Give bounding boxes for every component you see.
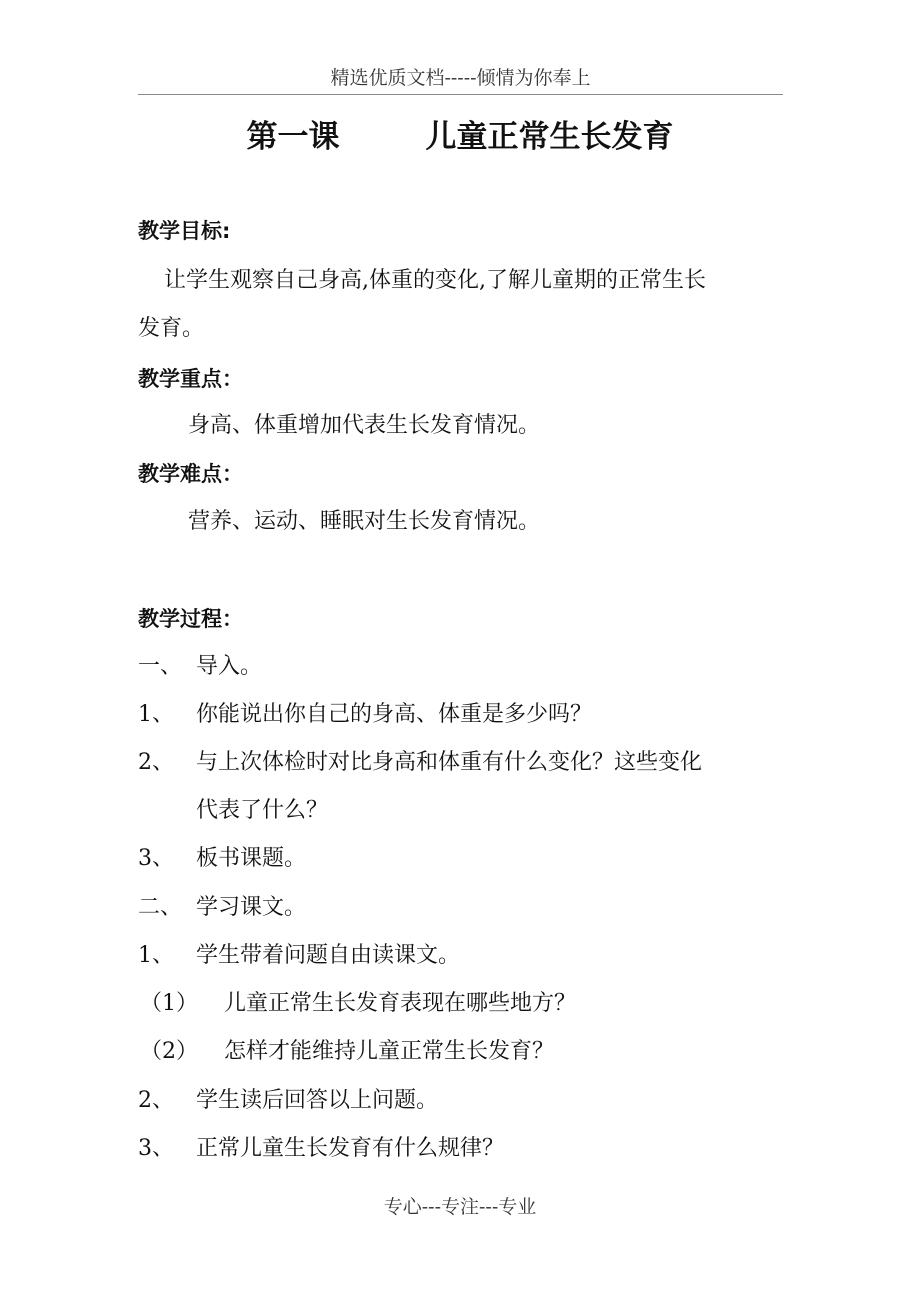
item-text: 学生带着问题自由读课文。	[196, 943, 461, 968]
list-item	[138, 700, 592, 730]
sub-item-number: （2）	[140, 1039, 198, 1064]
item-text: 板书课题。	[196, 846, 307, 871]
item-text: 你能说出你自己的身高、体重是多少吗？	[196, 702, 593, 727]
item-number: 1、	[138, 702, 174, 727]
item-text: 与上次体检时对比身高和体重有什么变化？这些变化	[196, 750, 703, 775]
sub-list-item	[140, 1037, 554, 1067]
lesson-title	[0, 112, 920, 162]
list-item	[138, 941, 460, 971]
item-number: 3、	[138, 846, 174, 871]
item-text-continued: 代表了什么？	[196, 798, 329, 823]
section-text: 导入。	[196, 654, 263, 679]
list-item	[138, 1134, 504, 1164]
list-item	[138, 1086, 438, 1116]
objectives-text-line2: 发育。	[138, 316, 205, 341]
difficulties-text: 营养、运动、睡眠对生长发育情况。	[188, 509, 541, 534]
section-number: 一、	[138, 654, 183, 679]
sub-list-item	[140, 989, 576, 1019]
lesson-number: 第一课	[246, 119, 340, 155]
item-number: 2、	[138, 1088, 174, 1113]
difficulties-heading: 教学难点：	[138, 462, 243, 486]
item-number: 1、	[138, 943, 174, 968]
section-number: 二、	[138, 895, 183, 920]
key-points-text: 身高、体重增加代表生长发育情况。	[188, 413, 541, 438]
item-number: 3、	[138, 1136, 174, 1161]
sub-item-text: 怎样才能维持儿童正常生长发育？	[224, 1039, 555, 1064]
section-text: 学习课文。	[196, 895, 307, 920]
section-2	[138, 893, 306, 923]
sub-item-text: 儿童正常生长发育表现在哪些地方？	[224, 991, 577, 1016]
objectives-heading: 教学目标:	[138, 219, 231, 243]
key-points-heading: 教学重点：	[138, 367, 243, 391]
list-item	[138, 748, 702, 778]
section-1	[138, 652, 262, 682]
page-header: 精选优质文档-----倾情为你奉上	[138, 62, 783, 95]
item-text: 正常儿童生长发育有什么规律？	[196, 1136, 505, 1161]
objectives-text-line1: 让学生观察自己身高,体重的变化,了解儿童期的正常生长	[164, 268, 706, 293]
page-footer: 专心---专注---专业	[383, 1196, 537, 1218]
lesson-name: 儿童正常生长发育	[425, 119, 674, 155]
sub-item-number: （1）	[140, 991, 198, 1016]
list-item	[138, 844, 306, 874]
item-number: 2、	[138, 750, 174, 775]
item-text: 学生读后回答以上问题。	[196, 1088, 439, 1113]
process-heading: 教学过程：	[138, 607, 243, 631]
